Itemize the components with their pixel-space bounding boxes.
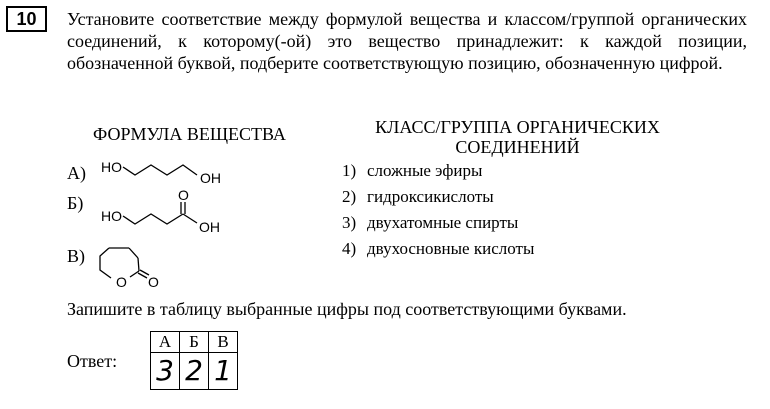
- class-item-text: сложные эфиры: [367, 161, 483, 180]
- answer-header-c: В: [209, 332, 238, 353]
- answer-header-b: Б: [180, 332, 209, 353]
- answer-cell-a[interactable]: 3: [151, 353, 180, 390]
- formula-c-structure: [95, 238, 175, 288]
- answer-header-a: А: [151, 332, 180, 353]
- class-list: [342, 160, 534, 264]
- option-letter-a: А): [67, 163, 86, 183]
- class-heading-line2: СОЕДИНЕНИЙ: [455, 137, 580, 157]
- class-item-number: 1): [342, 161, 357, 180]
- class-item-1: [342, 160, 534, 186]
- formula-b-oh: OH: [199, 219, 220, 235]
- answer-table: [150, 331, 238, 390]
- class-column-heading: [345, 117, 690, 157]
- option-letter-b: Б): [67, 193, 84, 213]
- instruction-text: Запишите в таблицу выбранные цифры под соответствующими буквами.: [67, 299, 627, 319]
- formula-c-ring-o: O: [116, 274, 127, 288]
- formula-b-ho: HO: [101, 208, 122, 224]
- task-statement: [67, 8, 747, 74]
- class-item-text: двухатомные спирты: [367, 213, 519, 232]
- formula-a-ho: HO: [101, 159, 122, 175]
- formula-b-structure: [95, 188, 255, 238]
- class-item-3: [342, 212, 534, 238]
- task-number: 10: [6, 6, 47, 32]
- task-statement-text: Установите соответствие между формулой вещества и классом/группой органических соединений, к которому(-ой) это вещество принадлежит: к каждой позиции, обозначенной буквой, подберите соответствующую позицию, обозначенную цифрой.: [67, 9, 747, 73]
- answer-cell-c[interactable]: 1: [209, 353, 238, 390]
- formula-column-heading: ФОРМУЛА ВЕЩЕСТВА: [93, 124, 286, 144]
- class-item-text: гидроксикислоты: [367, 187, 494, 206]
- option-letter-c: В): [67, 246, 85, 266]
- class-item-number: 3): [342, 213, 357, 232]
- class-item-4: [342, 238, 534, 264]
- formula-c-carbonyl-o: O: [148, 274, 159, 288]
- class-item-number: 4): [342, 239, 357, 258]
- answer-cell-b[interactable]: 2: [180, 353, 209, 390]
- class-heading-line1: КЛАСС/ГРУППА ОРГАНИЧЕСКИХ: [375, 117, 660, 137]
- formula-a-oh: OH: [200, 170, 221, 186]
- formula-a-structure: [95, 150, 255, 190]
- class-item-text: двухосновные кислоты: [367, 239, 535, 258]
- answer-label: Ответ:: [67, 351, 118, 371]
- formula-b-carbonyl-o: O: [178, 188, 189, 203]
- class-item-2: [342, 186, 534, 212]
- class-item-number: 2): [342, 187, 357, 206]
